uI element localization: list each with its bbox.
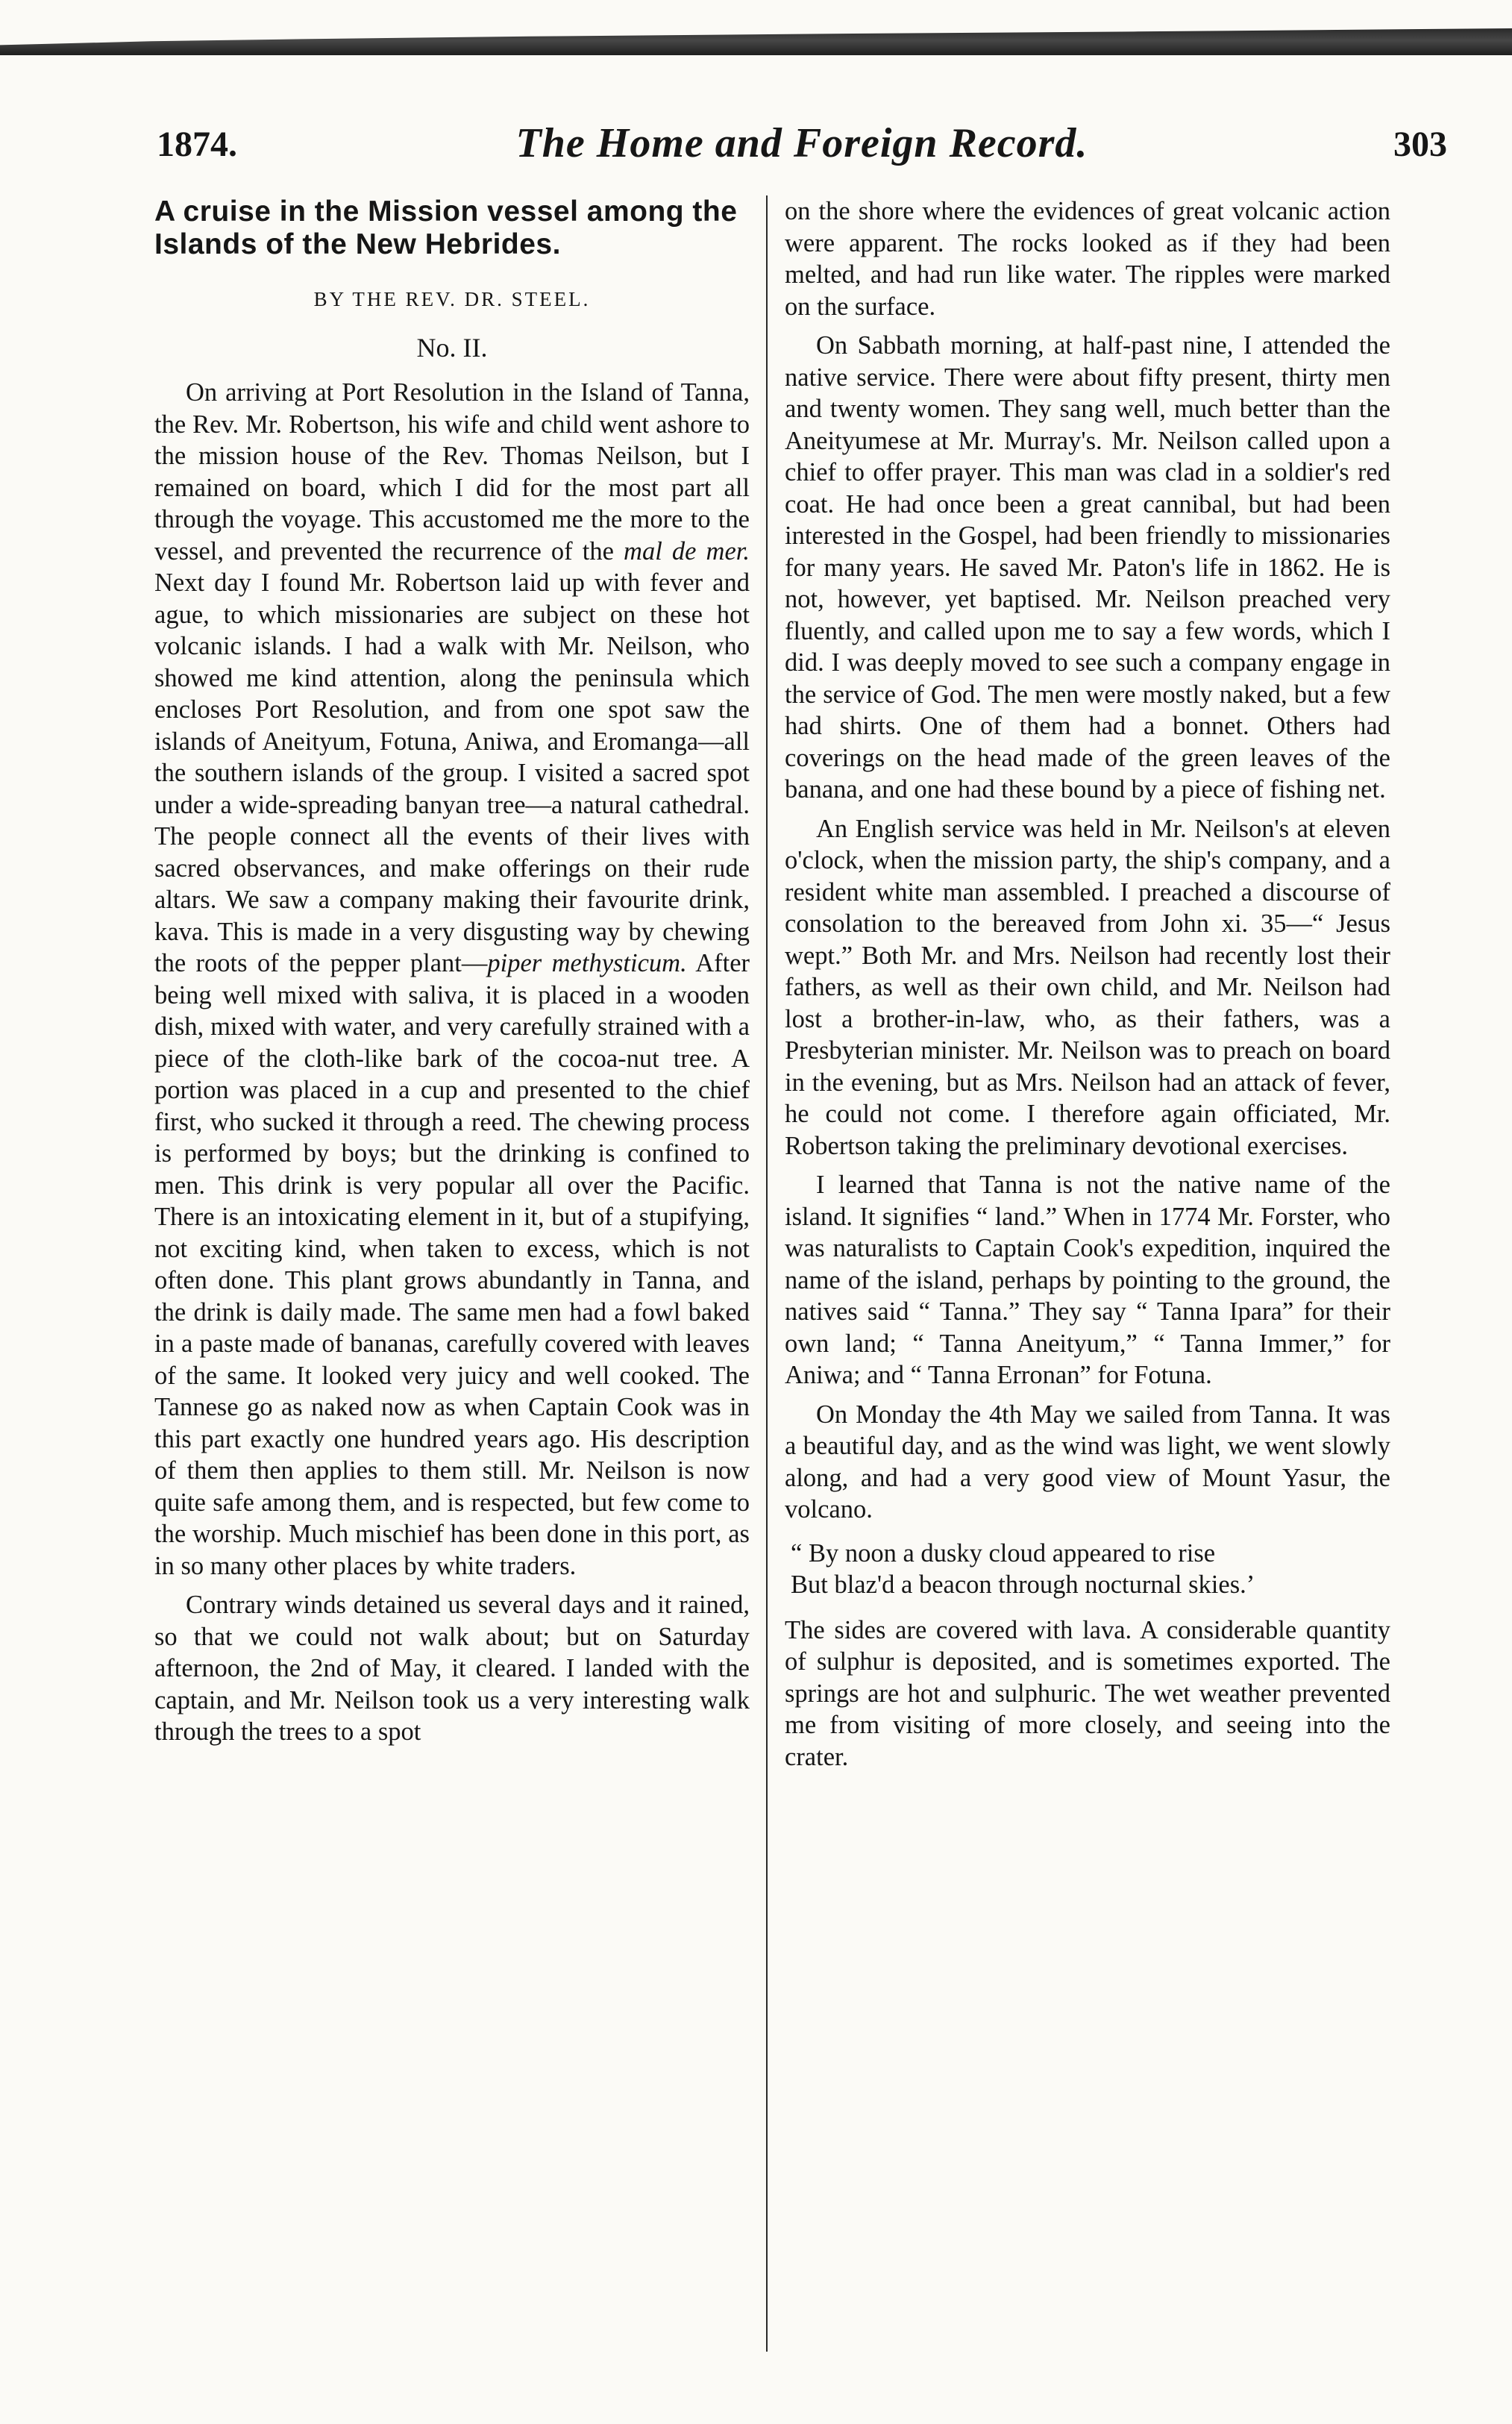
paragraph [154, 377, 750, 1582]
italic-phrase: mal de mer. [624, 536, 750, 566]
article-title: A cruise in the Mission vessel among the Islands of the New Hebrides. [154, 195, 738, 260]
paragraph: I learned that Tanna is not the native name of the island. It signifies “ land.” When in 1774 Mr. Forster, who was naturalists to Captain Cook's expedition, inquired the name of the island, perhaps by pointing to the ground, the natives said “ Tanna.” They say “ Tanna Ipara” for their own land; “ Tanna Aneityum,” “ Tanna Immer,” for Aniwa; and “ Tanna Erronan” for Fotuna. [785, 1171, 1390, 1389]
paragraph: On Monday the 4th May we sailed from Tanna. It was a beautiful day, and as the wind was light, we went slowly along, and had a very good view of Mount Yasur, the volcano. [785, 1400, 1390, 1523]
left-column [154, 195, 750, 1748]
column-divider [766, 195, 768, 2352]
verse-line: “ By noon a dusky cloud appeared to rise [791, 1538, 1216, 1568]
page-header [157, 119, 1447, 179]
paragraph-continued: on the shore where the evidences of great volcanic action were apparent. The rocks looked as if they had been melted, and had run like water. The ripples were marked on the surface. [785, 197, 1390, 321]
verse-quotation [785, 1538, 1390, 1601]
paragraph: The sides are covered with lava. A considerable quantity of sulphur is deposited, and is sometimes exported. The springs are hot and sulphuric. The wet weather prevented me from visiting of more closely, and seeing into the crater. [785, 1615, 1390, 1771]
article-byline: BY THE REV. DR. STEEL. [313, 288, 591, 310]
page-number: 303 [1393, 125, 1447, 164]
verse-line: But blaz'd a beacon through nocturnal skies.’ [791, 1570, 1255, 1599]
paragraph: An English service was held in Mr. Neilson's at eleven o'clock, when the mission party, the ship's company, and a resident white man assembled. I preached a discourse of consolation to the bereaved from John xi. 35—“ Jesus wept.” Both Mr. and Mrs. Neilson had recently lost their fathers, as well as their own child, and Mr. Neilson had lost a brother-in-law, who, as their fathers, was a Presbyterian minister. Mr. Neilson was to preach on board in the evening, but as Mrs. Neilson had an attack of fever, he could not come. I therefore again officiated, Mr. Robertson taking the preliminary devotional exercises. [785, 814, 1390, 1160]
article-part-number: No. II. [416, 332, 488, 363]
right-column [785, 195, 1390, 1773]
paragraph: On Sabbath morning, at half-past nine, I attended the native service. There were about fifty present, thirty men and twenty women. They sang well, much better than the Aneityumese at Mr. Murray's. Mr. Neilson called upon a chief to offer prayer. This man was clad in a soldier's red coat. He had once been a great cannibal, but had been interested in the Gospel, had been friendly to missionaries for many years. He saved Mr. Paton's life in 1862. He is not, however, yet baptised. Mr. Neilson preached very fluently, and called upon me to say a few words, which I did. I was deeply moved to see such a company engage in the service of God. The men were mostly naked, but a few had shirts. One of them had a bonnet. Others had coverings on the head made of the green leaves of the banana, and one had these bound by a piece of fishing net. [785, 331, 1390, 804]
italic-phrase: piper methysticum. [487, 949, 687, 977]
paragraph: Contrary winds detained us several days and it rained, so that we could not walk about; but on Saturday afternoon, the 2nd of May, it cleared. I landed with the captain, and Mr. Neilson took us a very interesting walk through the trees to a spot [154, 1591, 750, 1746]
header-year: 1874. [157, 125, 237, 164]
masthead-title: The Home and Foreign Record. [515, 120, 1088, 166]
text-run: After being well mixed with saliva, it is placed in a wooden dish, mixed with water, and very carefully strained with a piece of the cloth-like bark of the cocoa-nut tree. A portion was placed in a cup and presented to the chief first, who sucked it through a reed. The chewing process is performed by boys; but the drinking is confined to men. This drink is very popular all over the Pacific. There is an intoxicating element in it, but of a stupifying, not exciting kind, when taken to excess, which is not often done. This plant grows abundantly in Tanna, and the drink is daily made. The same men had a fowl baked in a paste made of bananas, carefully covered with leaves of the same. It looked very juicy and well cooked. The Tannese go as naked now as when Captain Cook was in this part exactly one hundred years ago. His description of them then applies to them still. Mr. Neilson is now quite safe among them, and is respected, but few come to the worship. Much mischief has been done in this port, as in so many other places by white traders. [154, 949, 750, 1580]
text-run: Next day I found Mr. Robertson laid up with fever and ague, to which missionaries are subject on these hot volcanic islands. I had a walk with Mr. Neilson, who showed me kind attention, along the peninsula which encloses Port Resolution, and from one spot saw the islands of Aneityum, Fotuna, Aniwa, and Eromanga—all the southern islands of the group. I visited a sacred spot under a wide-spreading banyan tree—a natural cathedral. The people connect all the events of their lives with sacred observances, and make offerings on their rude altars. We saw a company making their favourite drink, kava. This is made in a very disgusting way by chewing the roots of the pepper plant— [154, 569, 750, 977]
text-run: On arriving at Port Resolution in the Island of Tanna, the Rev. Mr. Robertson, his wife and child went ashore to the mission house of the Rev. Thomas Neilson, but I remained on board, which I did for the most part all through the voyage. This accustomed me the more to the vessel, and prevented the recurrence of the [154, 378, 750, 566]
top-decorative-rule [0, 28, 1512, 55]
